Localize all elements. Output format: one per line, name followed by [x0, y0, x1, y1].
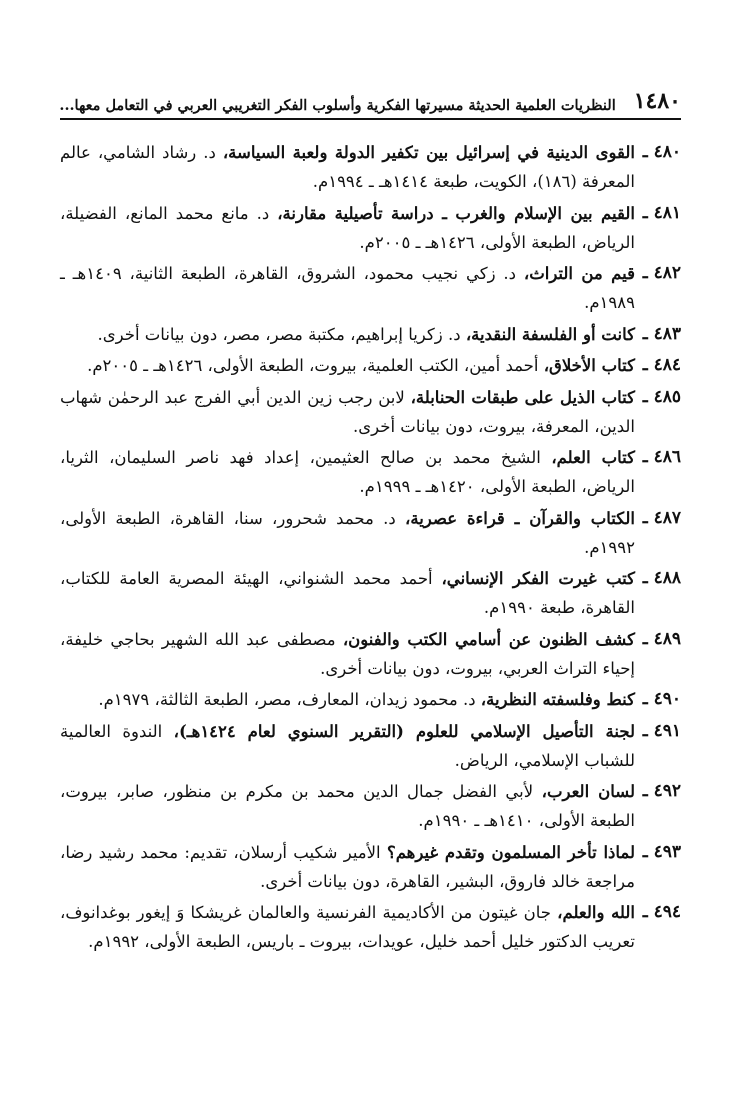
bibliography-entry	[60, 685, 681, 714]
entry-title: كتاب الذيل على طبقات الحنابلة،	[410, 387, 635, 407]
bibliography-entry	[60, 717, 681, 775]
bibliography-entry	[60, 320, 681, 349]
bibliography-entry	[60, 351, 681, 380]
entry-title: كانت أو الفلسفة النقدية،	[465, 324, 635, 344]
entry-number: ٤٨٢ ـ	[642, 263, 681, 283]
entry-details: د. مانع محمد المانع، الفضيلة، الرياض، الطبعة الأولى، ١٤٢٦هـ ـ ٢٠٠٥م.	[60, 203, 635, 252]
entry-details: الأمير شكيب أرسلان، تقديم: محمد رشيد رضا، مراجعة خالد فاروق، البشير، القاهرة، دون بيانات أخرى.	[60, 842, 635, 891]
bibliography-list	[60, 138, 681, 959]
running-title: النظريات العلمية الحديثة مسيرتها الفكرية وأسلوب الفكر التغريبي العربي في التعامل معها...	[59, 97, 616, 114]
entry-details: د. محمود زيدان، المعارف، مصر، الطبعة الثالثة، ١٩٧٩م.	[98, 690, 481, 709]
entry-details: مصطفى عبد الله الشهير بحاجي خليفة، إحياء التراث العربي، بيروت، دون بيانات أخرى.	[60, 629, 635, 678]
bibliography-entry	[60, 564, 681, 622]
entry-number: ٤٨٨ ـ	[642, 568, 681, 588]
entry-details: لابن رجب زين الدين أبي الفرج عبد الرحمٰن شهاب الدين، المعرفة، بيروت، دون بيانات أخرى.	[60, 387, 635, 436]
entry-details: د. زكريا إبراهيم، مكتبة مصر، مصر، دون بيانات أخرى.	[97, 324, 466, 344]
entry-title: الكتاب والقرآن ـ قراءة عصرية،	[405, 508, 635, 528]
entry-number: ٤٩٢ ـ	[642, 781, 681, 801]
entry-details: أحمد أمين، الكتب العلمية، بيروت، الطبعة الأولى، ١٤٢٦هـ ـ ٢٠٠٥م.	[87, 356, 544, 375]
entry-title: لجنة التأصيل الإسلامي للعلوم (التقرير السنوي لعام ١٤٢٤هـ)،	[173, 721, 635, 741]
entry-title: كتاب الأخلاق،	[543, 356, 635, 375]
page-number: ١٤٨٠	[633, 88, 681, 114]
entry-details: د. رشاد الشامي، عالم المعرفة (١٨٦)، الكويت، طبعة ١٤١٤هـ ـ ١٩٩٤م.	[60, 143, 635, 191]
entry-number: ٤٨١ ـ	[642, 202, 681, 223]
entry-number: ٤٨٤ ـ	[642, 355, 681, 375]
entry-title: لسان العرب،	[541, 782, 635, 801]
entry-details: جان غيتون من الأكاديمية الفرنسية والعالمان غريشكا وَ إيغور بوغدانوف، تعريب الدكتور خليل أحمد خليل، عويدات، بيروت ـ باريس، الطبعة الأولى، ١٩٩٢م.	[60, 903, 635, 951]
entry-details: لأبي الفضل جمال الدين محمد بن مكرم بن منظور، صابر، بيروت، الطبعة الأولى، ١٤١٠هـ ـ ١٩٩٠م.	[60, 782, 635, 830]
bibliography-entry	[60, 383, 681, 441]
bibliography-entry	[60, 199, 681, 257]
entry-details: د. زكي نجيب محمود، الشروق، القاهرة، الطبعة الثانية، ١٤٠٩هـ ـ ١٩٨٩م.	[60, 264, 635, 312]
entry-number: ٤٩٠ ـ	[642, 689, 681, 709]
bibliography-entry	[60, 443, 681, 501]
entry-details: الندوة العالمية للشباب الإسلامي، الرياض.	[60, 721, 635, 770]
entry-number: ٤٨٠ ـ	[642, 142, 681, 162]
bibliography-entry	[60, 777, 681, 835]
entry-details: الشيخ محمد بن صالح العثيمين، إعداد فهد ناصر السليمان، الثريا، الرياض، الطبعة الأولى، ١٤٢٠هـ ـ ١٩٩٩م.	[60, 448, 635, 496]
entry-number: ٤٨٦ ـ	[642, 447, 681, 467]
entry-title: كتب غيرت الفكر الإنساني،	[441, 569, 635, 588]
bibliography-entry	[60, 898, 681, 956]
entry-title: قيم من التراث،	[523, 264, 635, 283]
entry-title: الله والعلم،	[557, 903, 635, 922]
bibliography-entry	[60, 625, 681, 683]
entry-number: ٤٩٤ ـ	[642, 902, 681, 922]
page-header	[60, 84, 681, 120]
entry-number: ٤٨٧ ـ	[642, 507, 681, 528]
bibliography-entry	[60, 259, 681, 317]
entry-title: كنط وفلسفته النظرية،	[480, 690, 635, 709]
entry-number: ٤٨٥ ـ	[642, 386, 681, 407]
bibliography-entry	[60, 138, 681, 196]
entry-title: القوى الدينية في إسرائيل بين تكفير الدولة ولعبة السياسة،	[222, 143, 635, 162]
entry-title: القيم بين الإسلام والغرب ـ دراسة تأصيلية مقارنة،	[277, 203, 635, 223]
entry-number: ٤٩٣ ـ	[642, 841, 681, 862]
entry-details: د. محمد شحرور، سنا، القاهرة، الطبعة الأولى، ١٩٩٢م.	[60, 508, 635, 557]
entry-title: كشف الظنون عن أسامي الكتب والفنون،	[342, 629, 635, 649]
entry-number: ٤٩١ ـ	[642, 720, 681, 741]
entry-number: ٤٨٣ ـ	[642, 323, 681, 344]
entry-number: ٤٨٩ ـ	[642, 628, 681, 649]
entry-title: لماذا تأخر المسلمون وتقدم غيرهم؟	[386, 842, 635, 862]
bibliography-entry	[60, 838, 681, 896]
bibliography-entry	[60, 504, 681, 562]
entry-details: أحمد محمد الشنواني، الهيئة المصرية العامة للكتاب، القاهرة، طبعة ١٩٩٠م.	[60, 569, 635, 617]
entry-title: كتاب العلم،	[551, 448, 635, 467]
